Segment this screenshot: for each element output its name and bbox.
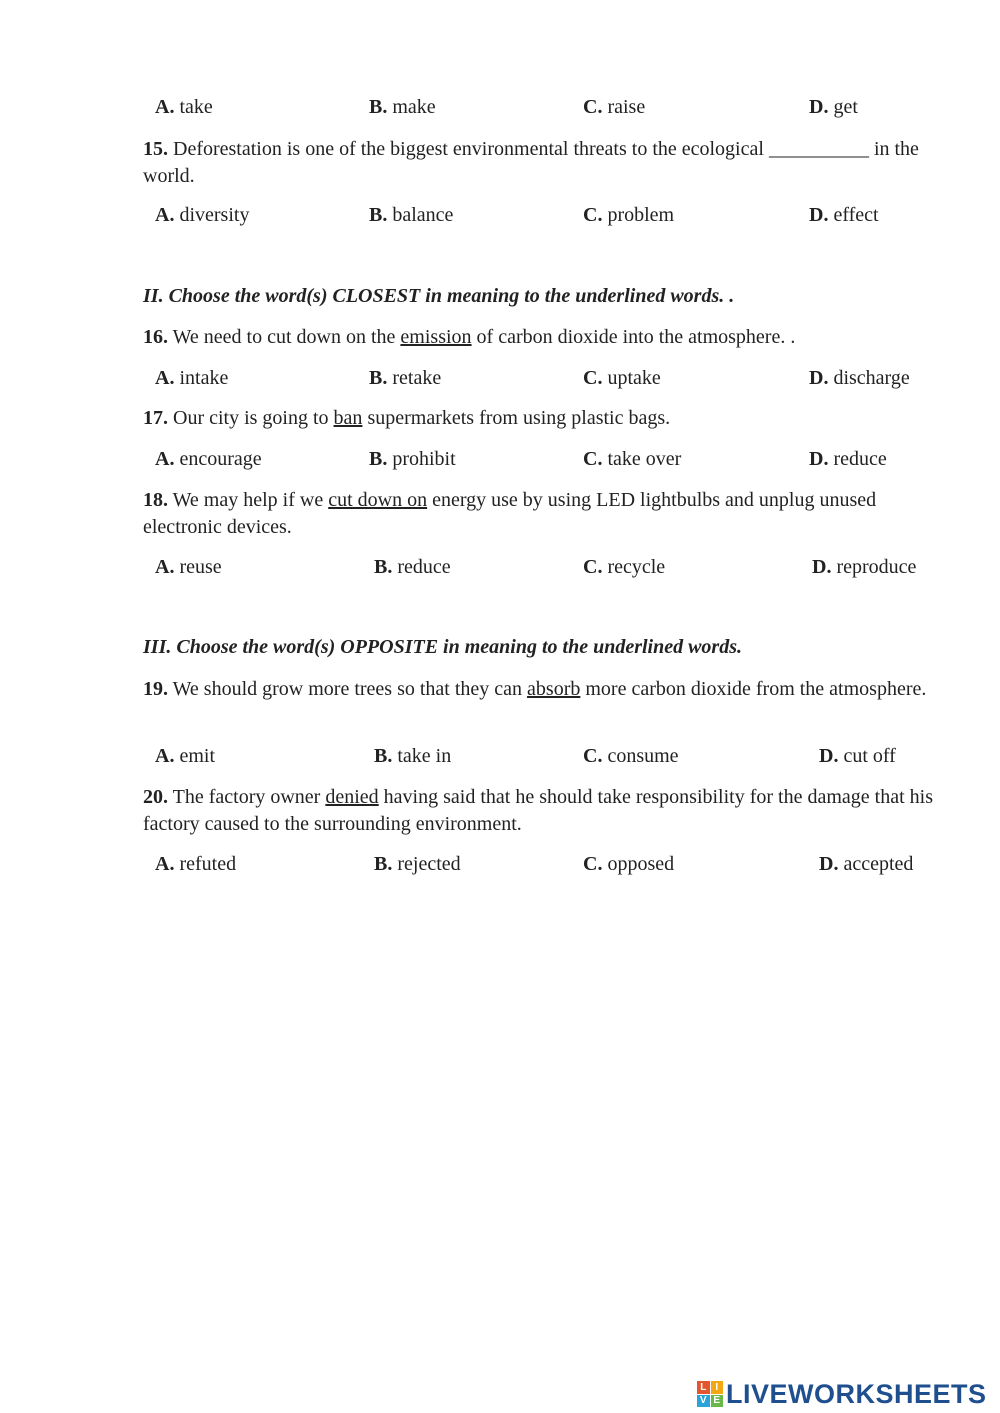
- q18-options: [0, 553, 1000, 583]
- q17-options: [0, 445, 1000, 475]
- q16-option-b[interactable]: [369, 364, 441, 392]
- question-text-end: energy use by using LED lightbulbs and unplug unused electronic devices.: [143, 489, 877, 538]
- question-text: We should grow more trees so that they can: [172, 678, 523, 700]
- question-number: 18.: [143, 489, 168, 511]
- option-text: retake: [392, 367, 442, 389]
- option-letter: C.: [583, 745, 603, 767]
- option-text: intake: [179, 367, 229, 389]
- q19-option-b[interactable]: [374, 742, 451, 770]
- option-text: emit: [179, 745, 215, 767]
- option-text: cut off: [843, 745, 896, 767]
- option-letter: C.: [583, 96, 603, 118]
- q20-option-a[interactable]: [155, 850, 236, 878]
- option-letter: D.: [812, 556, 832, 578]
- question-text: The factory owner: [172, 786, 321, 808]
- question-number: 17.: [143, 407, 168, 429]
- option-text: opposed: [607, 853, 675, 875]
- question-number: 16.: [143, 326, 168, 348]
- option-text: effect: [833, 204, 879, 226]
- q19-options: [0, 742, 1000, 772]
- option-letter: C.: [583, 367, 603, 389]
- liveworksheets-icon: [697, 1381, 723, 1407]
- question-19: [143, 676, 943, 703]
- option-text: reduce: [397, 556, 451, 578]
- q20-options: [0, 850, 1000, 880]
- option-text: problem: [607, 204, 675, 226]
- option-letter: A.: [155, 556, 175, 578]
- option-text: take: [179, 96, 213, 118]
- q14-option-b[interactable]: [369, 93, 436, 121]
- question-text: We may help if we: [172, 489, 324, 511]
- option-letter: A.: [155, 367, 175, 389]
- option-letter: A.: [155, 96, 175, 118]
- underlined-word: denied: [325, 786, 379, 808]
- option-letter: A.: [155, 204, 175, 226]
- q20-option-c[interactable]: [583, 850, 674, 878]
- question-16: [143, 324, 943, 351]
- q14-option-c[interactable]: [583, 93, 645, 121]
- logo-letter-l: L: [697, 1381, 710, 1394]
- option-text: encourage: [179, 448, 262, 470]
- question-text: Our city is going to: [173, 407, 329, 429]
- option-letter: B.: [369, 367, 388, 389]
- q17-option-c[interactable]: [583, 445, 681, 473]
- q18-option-d[interactable]: [812, 553, 916, 581]
- q18-option-b[interactable]: [374, 553, 451, 581]
- option-text: reproduce: [836, 556, 917, 578]
- option-letter: D.: [809, 204, 829, 226]
- section-2-heading: II. Choose the word(s) CLOSEST in meaning to the underlined words. .: [143, 285, 735, 307]
- option-text: consume: [607, 745, 679, 767]
- option-letter: C.: [583, 556, 603, 578]
- option-text: prohibit: [392, 448, 456, 470]
- q20-option-d[interactable]: [819, 850, 913, 878]
- q15-option-c[interactable]: [583, 201, 674, 229]
- option-letter: A.: [155, 448, 175, 470]
- option-letter: A.: [155, 745, 175, 767]
- option-text: make: [392, 96, 436, 118]
- section-3-heading: III. Choose the word(s) OPPOSITE in meaning to the underlined words.: [143, 636, 742, 658]
- q19-option-c[interactable]: [583, 742, 679, 770]
- brand-name: LIVEWORKSHEETS: [726, 1378, 987, 1409]
- option-letter: D.: [819, 853, 839, 875]
- option-letter: D.: [809, 367, 829, 389]
- q15-options: [0, 201, 1000, 231]
- q14-option-d[interactable]: [809, 93, 858, 121]
- question-text-end: more carbon dioxide from the atmosphere.: [585, 678, 927, 700]
- liveworksheets-logo[interactable]: [697, 1378, 987, 1410]
- q15-option-a[interactable]: [155, 201, 249, 229]
- q16-option-c[interactable]: [583, 364, 661, 392]
- question-18: [143, 487, 943, 541]
- question-text: We need to cut down on the: [172, 326, 396, 348]
- answer-blank[interactable]: __________: [768, 138, 869, 160]
- option-letter: D.: [819, 745, 839, 767]
- option-text: reduce: [833, 448, 887, 470]
- q15-option-d[interactable]: [809, 201, 879, 229]
- option-text: uptake: [607, 367, 661, 389]
- q19-option-a[interactable]: [155, 742, 215, 770]
- option-text: raise: [607, 96, 646, 118]
- q14-option-a[interactable]: [155, 93, 213, 121]
- q16-option-d[interactable]: [809, 364, 910, 392]
- option-text: diversity: [179, 204, 250, 226]
- option-text: discharge: [833, 367, 910, 389]
- option-text: take over: [607, 448, 682, 470]
- option-letter: C.: [583, 448, 603, 470]
- q17-option-d[interactable]: [809, 445, 887, 473]
- question-text-end: having said that he should take responsibility for the damage that his factory caused to the surrounding environment.: [143, 786, 933, 835]
- option-text: rejected: [397, 853, 461, 875]
- q18-option-c[interactable]: [583, 553, 665, 581]
- question-text: Deforestation is one of the biggest environmental threats to the ecological: [173, 138, 764, 160]
- option-text: recycle: [607, 556, 666, 578]
- q18-option-a[interactable]: [155, 553, 222, 581]
- q17-option-a[interactable]: [155, 445, 262, 473]
- option-text: refuted: [179, 853, 237, 875]
- option-text: accepted: [843, 853, 914, 875]
- underlined-word: cut down on: [328, 489, 428, 511]
- question-15: [143, 136, 943, 190]
- option-letter: B.: [374, 745, 393, 767]
- option-letter: B.: [374, 556, 393, 578]
- q16-option-a[interactable]: [155, 364, 228, 392]
- question-text-end: of carbon dioxide into the atmosphere. .: [476, 326, 796, 348]
- option-letter: B.: [374, 853, 393, 875]
- option-letter: B.: [369, 204, 388, 226]
- option-letter: A.: [155, 853, 175, 875]
- option-text: take in: [397, 745, 452, 767]
- logo-letter-v: V: [697, 1395, 710, 1408]
- option-letter: C.: [583, 204, 603, 226]
- logo-letter-i: I: [711, 1381, 724, 1394]
- question-number: 20.: [143, 786, 168, 808]
- logo-letter-e: E: [711, 1395, 724, 1408]
- underlined-word: absorb: [527, 678, 581, 700]
- underlined-word: emission: [400, 326, 472, 348]
- option-text: reuse: [179, 556, 222, 578]
- question-20: [143, 784, 943, 838]
- option-text: get: [833, 96, 858, 118]
- q14-options: [0, 93, 1000, 123]
- option-letter: D.: [809, 448, 829, 470]
- q17-option-b[interactable]: [369, 445, 456, 473]
- question-number: 19.: [143, 678, 168, 700]
- q19-option-d[interactable]: [819, 742, 896, 770]
- q15-option-b[interactable]: [369, 201, 453, 229]
- option-letter: D.: [809, 96, 829, 118]
- question-text-end: supermarkets from using plastic bags.: [367, 407, 671, 429]
- option-letter: B.: [369, 448, 388, 470]
- question-text-end: in the world.: [143, 138, 919, 187]
- question-number: 15.: [143, 138, 168, 160]
- underlined-word: ban: [333, 407, 363, 429]
- q20-option-b[interactable]: [374, 850, 461, 878]
- q16-options: [0, 364, 1000, 394]
- option-letter: B.: [369, 96, 388, 118]
- question-17: [143, 405, 943, 432]
- option-text: balance: [392, 204, 454, 226]
- option-letter: C.: [583, 853, 603, 875]
